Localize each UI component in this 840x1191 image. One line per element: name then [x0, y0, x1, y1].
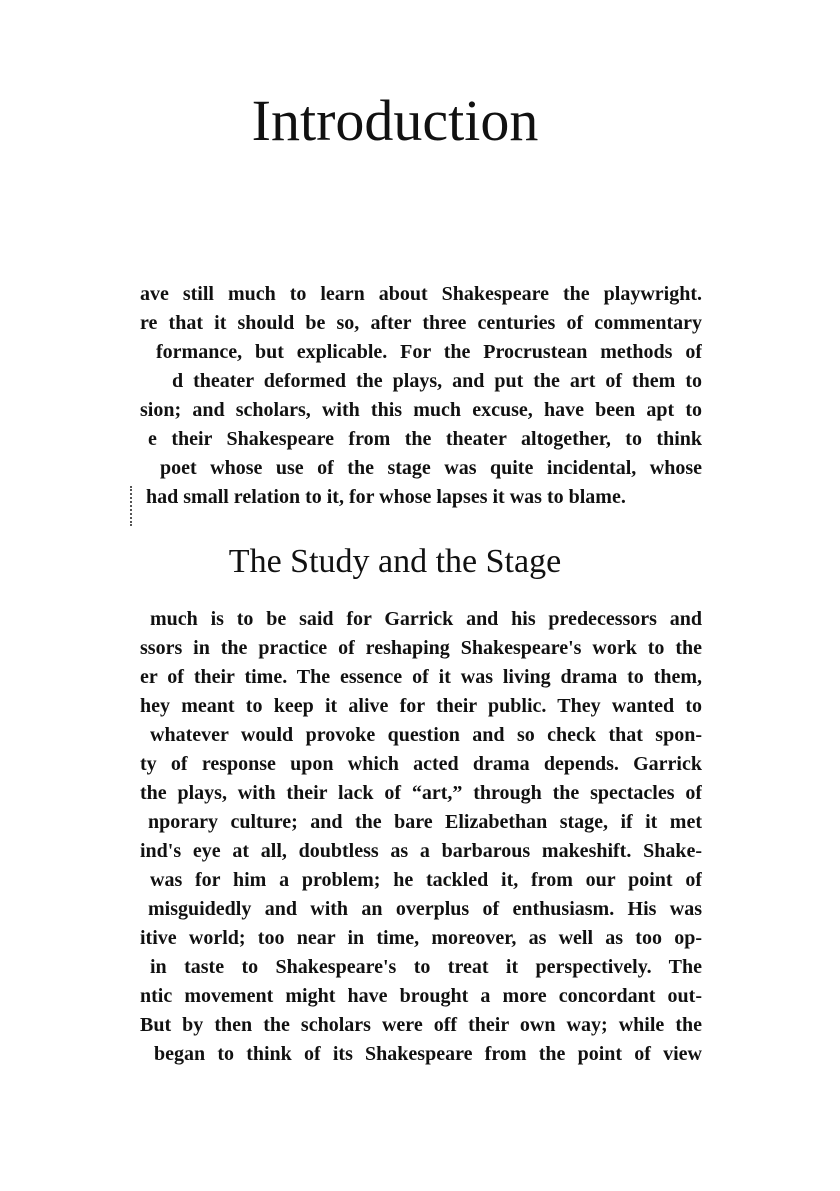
text-line: e their Shakespeare from the theater altogether, to think — [148, 428, 702, 450]
text-line: had small relation to it, for whose lapses it was to blame. — [146, 486, 626, 508]
section-title: The Study and the Stage — [228, 543, 562, 580]
text-line: er of their time. The essence of it was living drama to them, — [140, 666, 702, 688]
text-line: poet whose use of the stage was quite incidental, whose — [160, 457, 702, 479]
text-line: began to think of its Shakespeare from the point of view — [154, 1043, 702, 1065]
text-line: itive world; too near in time, moreover, as well as too op- — [140, 927, 702, 949]
text-line: But by then the scholars were off their own way; while the — [140, 1014, 702, 1036]
text-line: was for him a problem; he tackled it, from our point of — [150, 869, 702, 891]
text-line: ntic movement might have brought a more concordant out- — [140, 985, 702, 1007]
text-line: d theater deformed the plays, and put the art of them to — [172, 370, 702, 392]
section-paragraph — [140, 605, 702, 1069]
text-line: formance, but explicable. For the Procrustean methods of — [156, 341, 702, 363]
text-line: ind's eye at all, doubtless as a barbarous makeshift. Shake- — [140, 840, 702, 862]
text-line: in taste to Shakespeare's to treat it perspectively. The — [150, 956, 702, 978]
text-line: hey meant to keep it alive for their public. They wanted to — [140, 695, 702, 717]
text-line: much is to be said for Garrick and his predecessors and — [150, 608, 702, 630]
text-line: nporary culture; and the bare Elizabethan stage, if it met — [148, 811, 702, 833]
text-line: ave still much to learn about Shakespeare the playwright. — [140, 283, 702, 305]
text-line: misguidedly and with an overplus of enthusiasm. His was — [148, 898, 702, 920]
text-line: re that it should be so, after three centuries of commentary — [140, 312, 702, 334]
chapter-title: Introduction — [251, 88, 539, 153]
text-line: sion; and scholars, with this much excuse, have been apt to — [140, 399, 702, 421]
intro-paragraph — [140, 280, 702, 512]
text-line: ssors in the practice of reshaping Shakespeare's work to the — [140, 637, 702, 659]
text-line: whatever would provoke question and so check that spon- — [150, 724, 702, 746]
text-line: the plays, with their lack of “art,” through the spectacles of — [140, 782, 702, 804]
text-line: ty of response upon which acted drama depends. Garrick — [140, 753, 702, 775]
scan-artifact — [130, 486, 136, 526]
